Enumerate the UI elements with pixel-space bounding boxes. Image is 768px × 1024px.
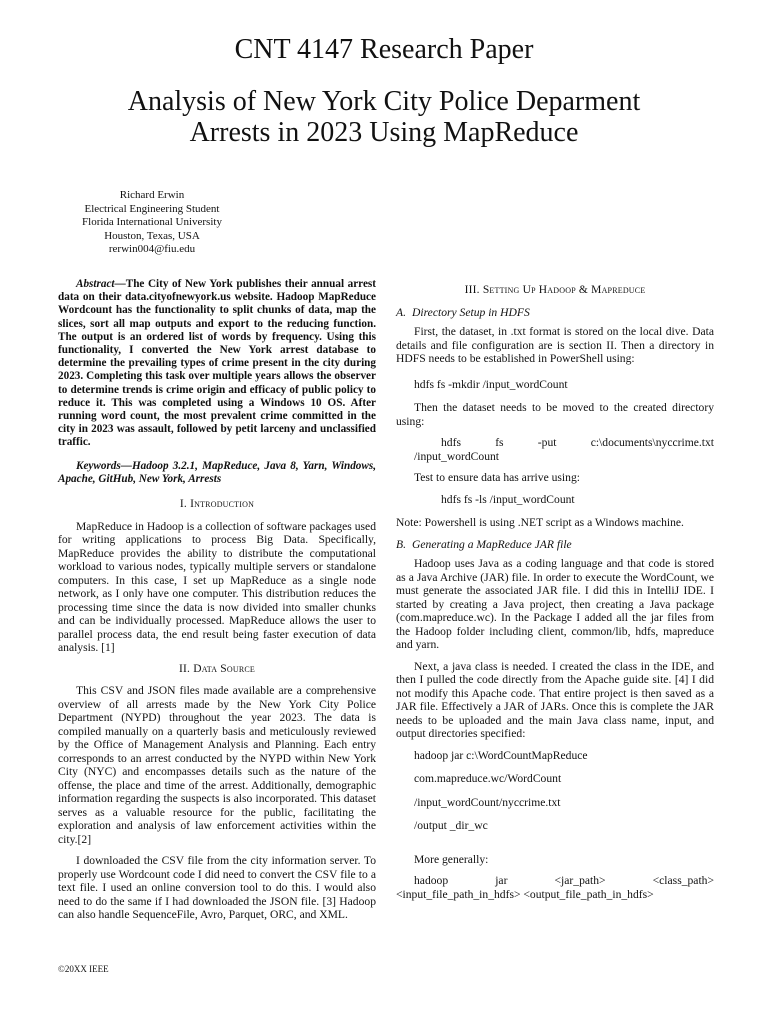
keywords-text: Hadoop 3.2.1, MapReduce, Java 8, Yarn, Windows, Apache, GitHub, New York, Arrests bbox=[58, 459, 376, 485]
setup-a-paragraph-2: Then the dataset needs to be moved to the created directory using: bbox=[396, 401, 714, 428]
intro-paragraph: MapReduce in Hadoop is a collection of software packages used for writing applications to process Big Data. Specifically, MapReduce provides the ability to distribute the computational workload to various nodes, typically multiple servers or standalone computers. In this case, I set up MapReduce as a single node network, as I only have one computer. This distribution reduces the processing time since the data is now divided into smaller chunks and can be individually processed. MapReduce allows the user to parallel process data, the end result being faster execution of data analysis. [1] bbox=[58, 519, 376, 655]
powershell-note: Note: Powershell is using .NET script as a Windows machine. bbox=[396, 516, 684, 529]
setup-a-paragraph-1: First, the dataset, in .txt format is stored on the local dive. Data details and file configuration are is section II. Then a directory in HDFS needs to be established in PowerShell using: bbox=[396, 325, 714, 365]
general-command-token-4: <class_path> bbox=[652, 874, 714, 887]
keywords-label: Keywords bbox=[76, 459, 121, 472]
general-command-token-3: <jar_path> bbox=[554, 874, 606, 887]
section-heading-setup: III. Setting Up Hadoop & Mapreduce bbox=[464, 284, 646, 296]
author-email: rerwin004@fiu.edu bbox=[108, 243, 196, 255]
subsection-heading-b bbox=[396, 538, 714, 552]
copyright-footer: ©20XX IEEE bbox=[58, 964, 109, 974]
subsection-b-title: Generating a MapReduce JAR file bbox=[412, 537, 572, 551]
command-hadoop-jar-4: /output _dir_wc bbox=[414, 819, 488, 832]
subsection-b-label: B. bbox=[396, 537, 406, 551]
paper-title-line-1: Analysis of New York City Police Deparment bbox=[127, 86, 641, 117]
general-command-token-2: jar bbox=[495, 874, 508, 887]
command-put-line-2: /input_wordCount bbox=[414, 449, 500, 463]
data-source-paragraph-1: This CSV and JSON files made available are a comprehensive overview of all arrests made by the New York City Police Department (NYPD) throughout the year 2023. The data is compiled manually on a quarterly basis and meticulously reviewed by the Office of Management Analysis and Planning. Each entry corresponds to an arrest conducted by the NYPD within New York City (NYC) and encompasses details such as the nature of the offense, the place and time of the arrest. Additionally, demographic information regarding the suspects is also incorporated. This dataset serves as a valuable resource for the public, facilitating the exploration and analysis of law enforcement activities within the city.[2] bbox=[58, 684, 376, 846]
paper-title-line-2: Arrests in 2023 Using MapReduce bbox=[189, 117, 579, 148]
subsection-a-title: Directory Setup in HDFS bbox=[412, 305, 530, 319]
abstract-text: The City of New York publishes their annual arrest data on their data.cityofnewyork.us website. Hadoop MapReduce Wordcount has the functionality to split chunks of data, map the slices, sort all map outputs and export to the reducing function. The output is an ordered list of words by frequency. Using this functionality, I converted the New York arrest database to determine the prevailing types of crime present in the city during 2023. Completing this task over multiple years allows the observer to determine trends is crime origin and efficacy of public policy to reduce it. This was completed using a Windows 10 OS. After running word count, the most prevalent crime committed in the city in 2023 was assault, followed by petit larceny and unclassified traffic. bbox=[58, 278, 376, 449]
command-put-token-1: hdfs bbox=[441, 436, 461, 449]
command-put-line-1 bbox=[396, 436, 714, 450]
course-title: CNT 4147 Research Paper bbox=[234, 34, 534, 65]
section-heading-introduction: I. Introduction bbox=[179, 498, 255, 511]
setup-a-paragraph-3: Test to ensure data has arrive using: bbox=[414, 471, 580, 484]
abstract-dash: — bbox=[114, 278, 126, 290]
abstract bbox=[58, 278, 376, 450]
abstract-label: Abstract bbox=[76, 278, 115, 290]
general-command-line-1 bbox=[396, 874, 714, 888]
author-university: Florida International University bbox=[82, 216, 222, 228]
left-column bbox=[58, 278, 376, 930]
command-hadoop-jar-3: /input_wordCount/nyccrime.txt bbox=[414, 795, 561, 809]
section-heading-data-source: II. Data Source bbox=[178, 662, 255, 675]
author-role: Electrical Engineering Student bbox=[84, 202, 220, 215]
command-put-token-4: c:\documents\nyccrime.txt bbox=[590, 436, 714, 449]
author-name: Richard Erwin bbox=[119, 189, 185, 201]
command-put-token-2: fs bbox=[495, 436, 504, 449]
setup-b-paragraph-3: More generally: bbox=[414, 852, 489, 866]
paper-title bbox=[60, 86, 708, 148]
keywords-dash: — bbox=[120, 459, 132, 472]
command-hadoop-jar-1: hadoop jar c:\WordCountMapReduce bbox=[414, 748, 588, 762]
general-command-token-1: hadoop bbox=[414, 874, 449, 887]
command-mkdir: hdfs fs -mkdir /input_wordCount bbox=[414, 377, 568, 391]
right-column bbox=[396, 284, 714, 901]
data-source-paragraph-2: I downloaded the CSV file from the city information server. To properly use Wordcount code I did need to convert the CSV file to a text file. I used an online conversion tool to do this. I would also need to do the same if I had downloaded the JSON file. [3] Hadoop can also handle SequenceFile, Avro, Parquet, ORC, and XML. bbox=[58, 854, 376, 922]
general-command-line-2: <input_file_path_in_hdfs> <output_file_path_in_hdfs> bbox=[396, 887, 654, 901]
setup-b-paragraph-1: Hadoop uses Java as a coding language and that code is stored as a Java Archive (JAR) file. In order to execute the WordCount, we must generate the associated JAR file. I did this in IntelliJ IDE. I started by creating a Java project, then creating a Java package (com.mapreduce.wc). In the Package I added all the jar files from the Hadoop folder including client, common/lib, hdfs, mapreduce and yarn. bbox=[396, 557, 714, 651]
command-put-token-3: -put bbox=[537, 436, 557, 449]
author-location: Houston, Texas, USA bbox=[104, 229, 200, 242]
command-hadoop-jar-2: com.mapreduce.wc/WordCount bbox=[414, 772, 562, 785]
subsection-a-label: A. bbox=[396, 305, 406, 319]
command-ls: hdfs fs -ls /input_wordCount bbox=[441, 492, 575, 506]
setup-b-paragraph-2: Next, a java class is needed. I created the class in the IDE, and then I pulled the code directly from the Apache guide site. [4] I did not modify this Apache code. That entire project is then saved as a JAR file. Effectively a JAR of JARs. Once this is complete the JAR needs to be uploaded and the main Java class name, input, and output directories specified: bbox=[396, 659, 714, 740]
keywords bbox=[58, 460, 376, 486]
subsection-heading-a bbox=[396, 306, 714, 320]
author-block bbox=[52, 189, 252, 257]
